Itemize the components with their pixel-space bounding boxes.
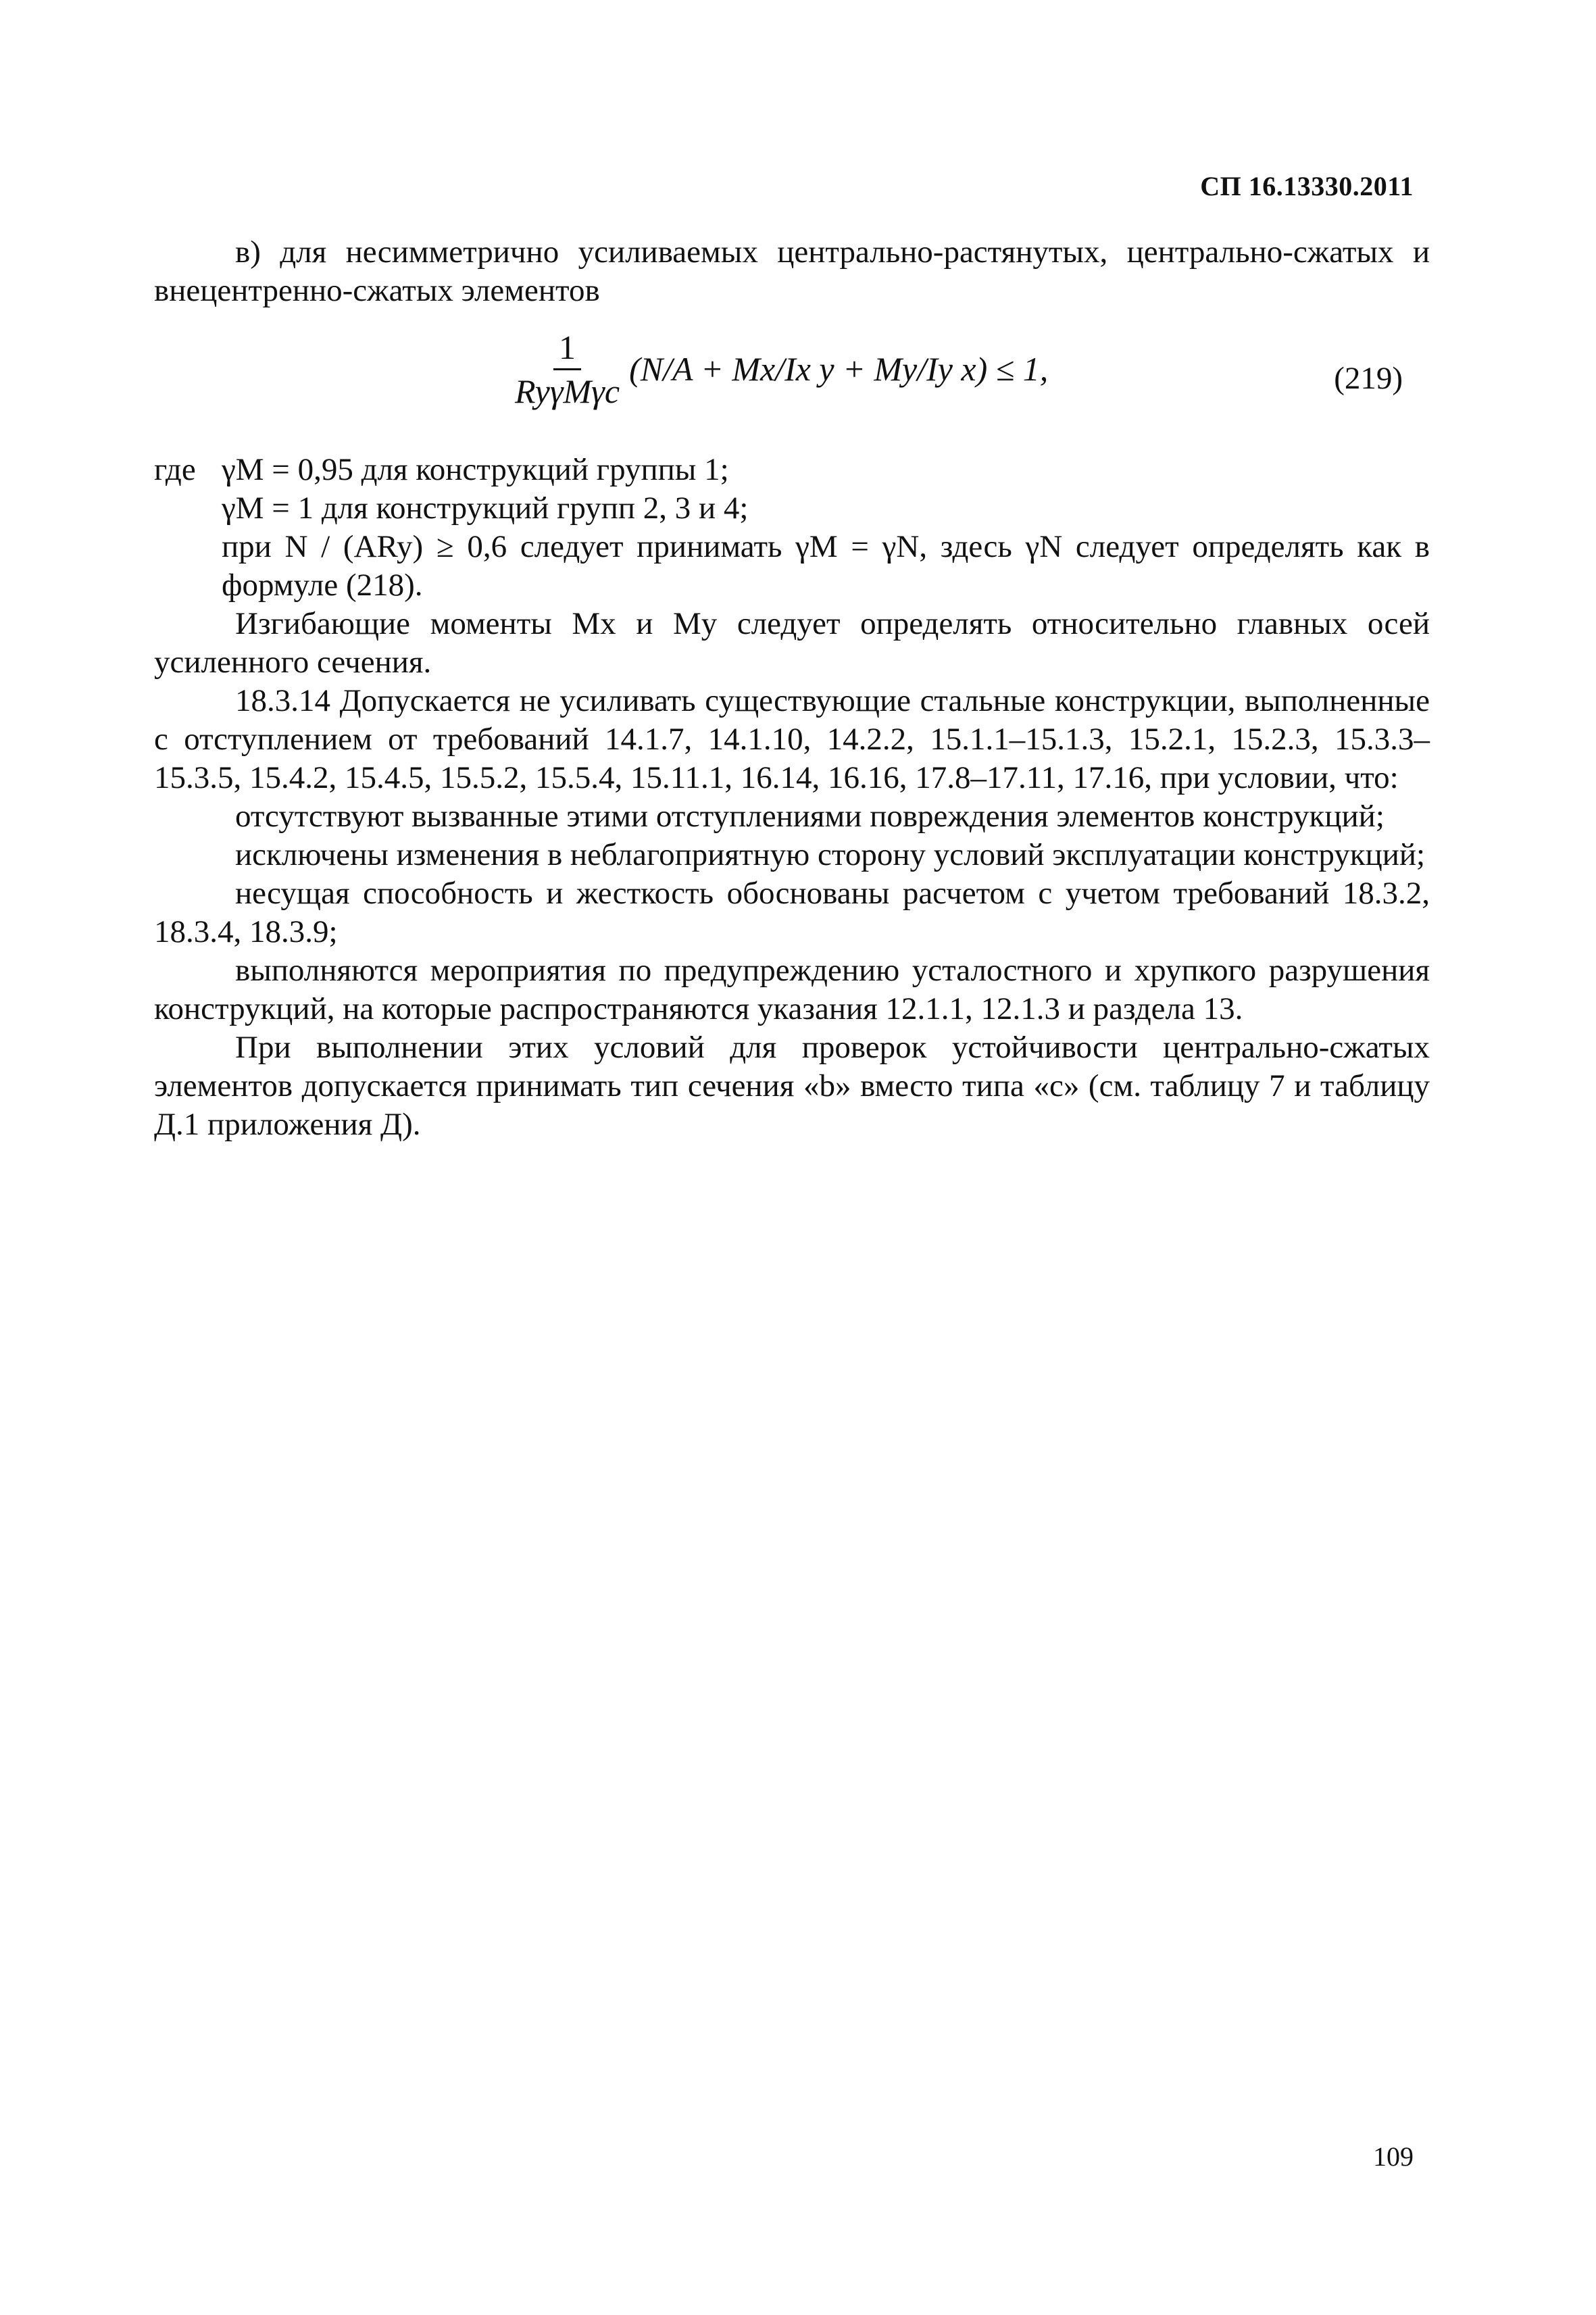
fraction-denominator: RyγMγc [515,372,620,410]
clause-18-3-14: 18.3.14 Допускается не усиливать существующие стальные конструкции, выполненные с отступлением от требований 14.1.7, 14.1.10, 14.2.2, 15.1.1–15.1.3, 15.2.1, 15.2.3, 15.3.3–15.3.5, 15.4.2, 15.4.5, 15.5.2, 15.5.4, 15.11.1, 16.14, 16.16, 17.8–17.11, 17.16, при условии, что: [154,683,1430,795]
intro-paragraph: в) для несимметрично усиливаемых центрально-растянутых, центрально-сжатых и внецентренно-сжатых элементов [154,234,1430,308]
condition-3: несущая способность и жесткость обоснованы расчетом с учетом требований 18.3.2, 18.3.4, 18.3.9; [154,876,1430,949]
condition-4: выполняются мероприятия по предупреждению усталостного и хрупкого разрушения конструкций, на которые распространяются указания 12.1.1, 12.1.3 и раздела 13. [154,953,1430,1026]
where-line-3: при N / (ARy) ≥ 0,6 следует принимать γM = γN, здесь γN следует определять как в формуле (218). [222,529,1430,603]
fraction-numerator: 1 [553,329,581,370]
condition-1: отсутствуют вызванные этими отступлениями повреждения элементов конструкций; [235,799,1385,834]
formula-number: (219) [1334,361,1403,396]
condition-2: исключены изменения в неблагоприятную сторону условий эксплуатации конструкций; [235,837,1426,872]
formula-fraction-1 [509,329,625,409]
page-number: 109 [1373,2141,1414,2172]
where-line-2: γM = 1 для конструкций групп 2, 3 и 4; [222,491,749,526]
formula-219 [154,316,1430,444]
final-paragraph: При выполнении этих условий для проверок устойчивости центрально-сжатых элементов допускается принимать тип сечения «b» вместо типа «c» (см. таблицу 7 и таблицу Д.1 приложения Д). [154,1030,1430,1142]
bending-moments-paragraph: Изгибающие моменты Mx и My следует определять относительно главных осей усиленного сечения. [154,606,1430,680]
where-label: где [154,452,196,487]
formula-bracket-expression: (N/A + Mx/Ix y + My/Iy x) ≤ 1, [629,350,1049,388]
document-code: СП 16.13330.2011 [1200,171,1414,201]
document-body [154,233,1430,1144]
where-line-1 [154,451,1430,489]
formula-expression [505,329,1048,409]
where-gamma-group1: γM = 0,95 для конструкций группы 1; [222,452,729,487]
